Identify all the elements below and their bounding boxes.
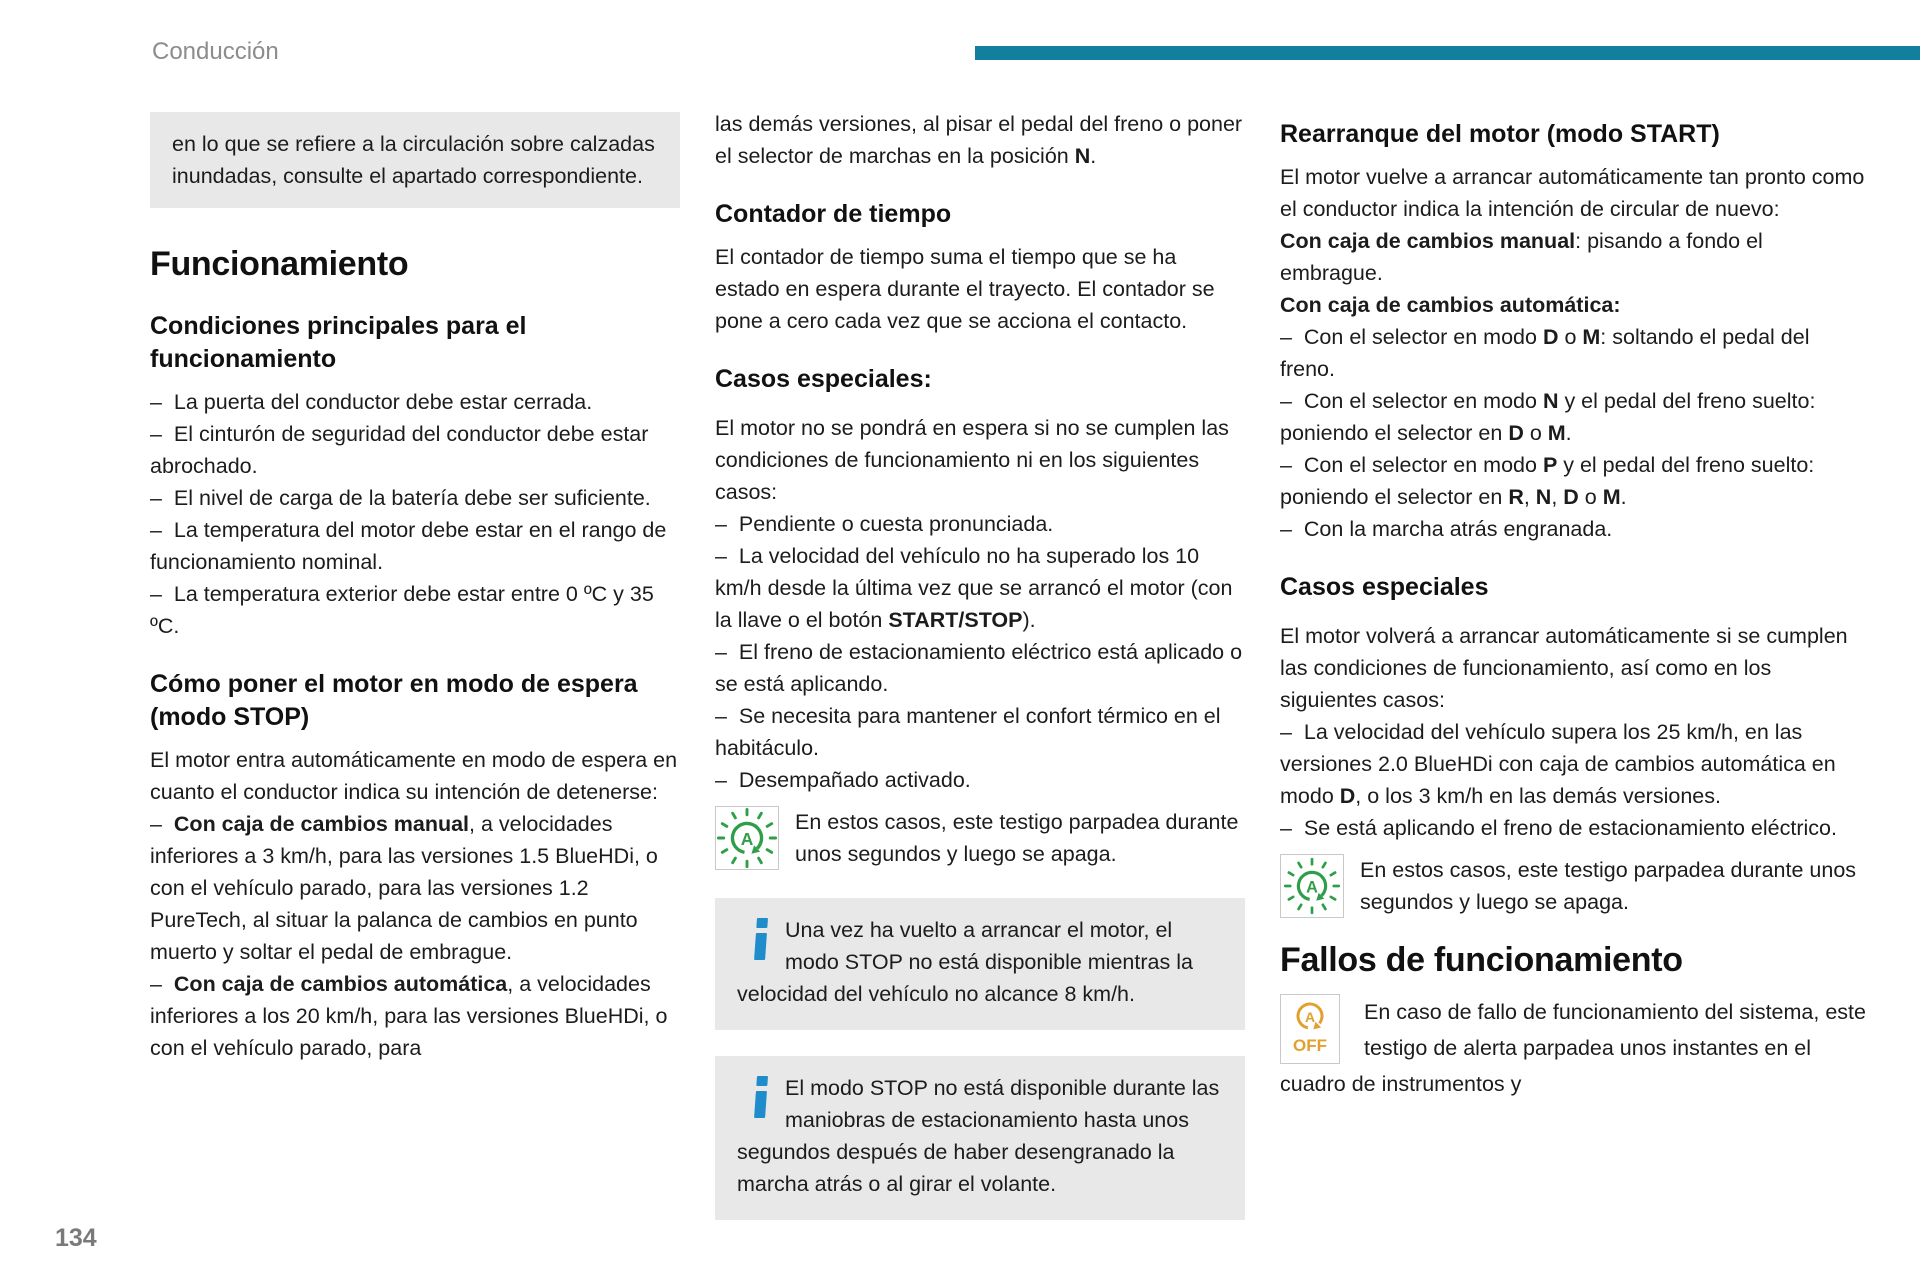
bullet-item: – La velocidad del vehículo supera los 25 km/h, en las versiones 2.0 BlueHDi con caja de cambios automática en modo D, o los 3 km/h en las demás versiones.	[1280, 720, 1836, 808]
bullet-item: – La puerta del conductor debe estar cerrada.	[150, 390, 593, 414]
bullet-item: – El cinturón de seguridad del conductor debe estar abrochado.	[150, 422, 649, 478]
bullet-item: – Con el selector en modo N y el pedal del freno suelto: poniendo el selector en D o M.	[1280, 389, 1816, 445]
column-middle	[715, 100, 1245, 1220]
bullet-item: – Se necesita para mantener el confort térmico en el habitáculo.	[715, 704, 1221, 760]
bullet-item: – Con el selector en modo P y el pedal del freno suelto: poniendo el selector en R, N, D o M.	[1280, 453, 1815, 509]
svg-text:A: A	[1306, 878, 1318, 897]
paragraph: El motor no se pondrá en espera si no se cumplen las condiciones de funcionamiento ni en los siguientes casos:	[715, 416, 1229, 504]
svg-text:A: A	[740, 828, 754, 849]
bullet-item: – Con caja de cambios manual, a velocidades inferiores a 3 km/h, para las versiones 1.5 BlueHDi, o con el vehículo parado, para las versiones 1.2 PureTech, al situar la palanca de cambios en punto muerto y soltar el pedal de embrague.	[150, 812, 658, 964]
paragraph: Con caja de cambios manual: pisando a fondo el embrague.	[1280, 229, 1763, 285]
info-icon	[737, 1072, 785, 1130]
indicator-note	[1280, 854, 1870, 920]
heading-casos-especiales: Casos especiales:	[715, 365, 932, 393]
paragraph: El motor volverá a arrancar automáticamente si se cumplen las condiciones de funcionamiento, así como en los siguientes casos:	[1280, 624, 1848, 712]
bullet-item: – Desempañado activado.	[715, 768, 971, 792]
paragraph: Con caja de cambios automática:	[1280, 293, 1621, 317]
eco-stop-indicator-icon	[1280, 854, 1346, 920]
breadcrumb: Conducción	[152, 38, 279, 65]
svg-text:A: A	[1304, 1009, 1316, 1025]
page-content	[150, 100, 1870, 1220]
indicator-note	[715, 806, 1245, 872]
bullet-item: – Con caja de cambios automática, a velocidades inferiores a los 20 km/h, para las versiones BlueHDi, o con el vehículo parado, para	[150, 972, 668, 1060]
bullet-item: – El freno de estacionamiento eléctrico está aplicado o se está aplicando.	[715, 640, 1243, 696]
indicator-note-text: En estos casos, este testigo parpadea durante unos segundos y luego se apaga.	[1360, 858, 1857, 914]
column-right	[1280, 100, 1870, 1220]
eco-stop-indicator-icon	[715, 806, 781, 872]
heading-condiciones: Condiciones principales para el funcionamiento	[150, 312, 527, 373]
paragraph: El motor vuelve a arrancar automáticamente tan pronto como el conductor indica la intención de circular de nuevo:	[1280, 165, 1865, 221]
heading-contador: Contador de tiempo	[715, 200, 952, 228]
heading-rearranque: Rearranque del motor (modo START)	[1280, 120, 1720, 148]
eco-off-warning-icon	[1280, 994, 1352, 1064]
column-left	[150, 100, 680, 1220]
bullet-item: – El nivel de carga de la batería debe ser suficiente.	[150, 486, 651, 510]
note-box	[150, 112, 680, 208]
info-box	[715, 1056, 1245, 1220]
bullet-item: – La temperatura del motor debe estar en el rango de funcionamiento nominal.	[150, 518, 667, 574]
bullet-item: – La velocidad del vehículo no ha superado los 10 km/h desde la última vez que se arrancó el motor (con la llave o el botón START/STOP).	[715, 544, 1233, 632]
bullet-item: – Con el selector en modo D o M: soltando el pedal del freno.	[1280, 325, 1810, 381]
page-number: 134	[55, 1224, 97, 1252]
info-box	[715, 898, 1245, 1030]
header-accent-bar	[975, 46, 1920, 60]
section-title-fallos: Fallos de funcionamiento	[1280, 941, 1683, 979]
bullet-item: – Se está aplicando el freno de estacionamiento eléctrico.	[1280, 816, 1837, 840]
bullet-item: – Con la marcha atrás engranada.	[1280, 517, 1613, 541]
heading-modo-stop: Cómo poner el motor en modo de espera (modo STOP)	[150, 670, 638, 731]
info-icon	[737, 914, 785, 972]
fault-note	[1280, 994, 1870, 1102]
paragraph: El contador de tiempo suma el tiempo que se ha estado en espera durante el trayecto. El contador se pone a cero cada vez que se acciona el contacto.	[715, 245, 1215, 333]
bullet-item: – La temperatura exterior debe estar entre 0 ºC y 35 ºC.	[150, 582, 654, 638]
bullet-item: – Pendiente o cuesta pronunciada.	[715, 512, 1054, 536]
paragraph: las demás versiones, al pisar el pedal del freno o poner el selector de marchas en la posición N.	[715, 112, 1243, 168]
info-box-text: Una vez ha vuelto a arrancar el motor, el modo STOP no está disponible mientras la velocidad del vehículo no alcance 8 km/h.	[737, 918, 1193, 1006]
paragraph: El motor entra automáticamente en modo de espera en cuanto el conductor indica su intención de detenerse:	[150, 748, 678, 804]
section-title-funcionamiento: Funcionamiento	[150, 245, 409, 283]
indicator-note-text: En estos casos, este testigo parpadea durante unos segundos y luego se apaga.	[795, 810, 1239, 866]
info-box-text: El modo STOP no está disponible durante las maniobras de estacionamiento hasta unos segundos después de haber desengranado la marcha atrás o al girar el volante.	[737, 1076, 1220, 1196]
svg-text:OFF: OFF	[1293, 1036, 1327, 1055]
note-text: en lo que se refiere a la circulación sobre calzadas inundadas, consulte el apartado correspondiente.	[172, 132, 655, 188]
heading-casos-especiales-2: Casos especiales	[1280, 573, 1489, 601]
fault-note-text: En caso de fallo de funcionamiento del sistema, este testigo de alerta parpadea unos instantes en el cuadro de instrumentos y	[1280, 1000, 1866, 1096]
